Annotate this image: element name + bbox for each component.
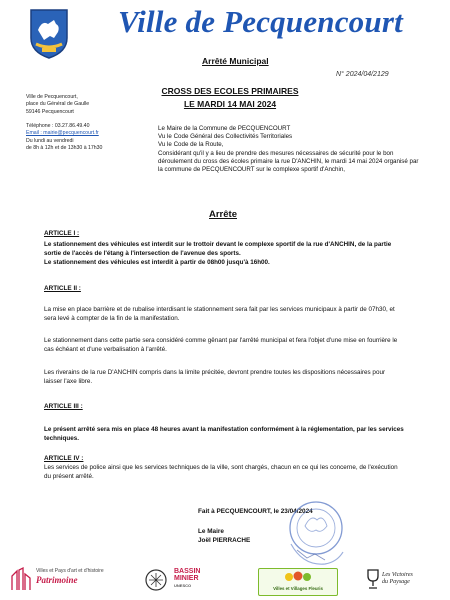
signature-date: Fait à PECQUENCOURT, le 23/04/2024	[198, 508, 313, 515]
article-4-text: Les services de police ainsi que les services techniques de la ville, sont chargés, chacun en ce qui les concerne, de l'exécution du présent arrêté.	[44, 464, 398, 480]
article-2-title: ARTICLE II :	[44, 285, 81, 292]
article-1-title: ARTICLE I :	[44, 230, 80, 237]
villes-fleuries-text: Villes et Villages Fleuris	[273, 586, 323, 591]
address-hours: Du lundi au vendredi	[26, 137, 74, 144]
trophy-icon	[366, 568, 380, 590]
town-crest-icon	[28, 8, 70, 60]
unesco-text: UNESCO	[174, 583, 192, 588]
victoires-text: Les Victoires	[382, 572, 413, 578]
footer-logo-villes-fleuries	[258, 568, 338, 596]
bassin-minier-icon	[144, 568, 168, 592]
subject	[150, 85, 310, 111]
signature-name: Joël PIERRACHE	[198, 537, 251, 544]
town-title: Ville de Pecquencourt	[118, 4, 403, 39]
address-email-link[interactable]: Email : mairie@pecquencourt.fr	[26, 130, 99, 137]
flower-icon	[281, 570, 315, 584]
article-2-paragraph: Le stationnement dans cette partie sera considéré comme gênant par l'arrêté municipal et fera l'objet d'une mise en fourrière le cas échéant et d'une verbalisation à l'arrêté.	[44, 337, 398, 353]
address-line: place du Général de Gaulle	[26, 101, 90, 108]
article-2-paragraph: Les riverains de la rue D'ANCHIN compris dans la limite précitée, devront prendre toutes les dispositions nécessaires pour laisser l'axe libre.	[44, 369, 386, 385]
patrimoine-icon	[8, 566, 34, 592]
subject-line-1: CROSS DES ECOLES PRIMAIRES	[161, 86, 299, 96]
arrete-number: N° 2024/04/2129	[336, 71, 389, 78]
arrete-title: Arrêté Municipal	[202, 56, 269, 66]
address-hours: de 8h à 12h et de 13h30 à 17h30	[26, 145, 103, 152]
bassin-text: BASSIN	[174, 568, 201, 575]
town-address	[26, 94, 126, 152]
consideration-line: Vu le Code Général des Collectivités Territoriales	[158, 133, 293, 141]
address-line: 59146 Pecquencourt	[26, 108, 74, 115]
consideration-line: Le Maire de la Commune de PECQUENCOURT	[158, 125, 291, 132]
paysage-text: du Paysage	[382, 579, 410, 585]
article-1-text-2: Le stationnement des véhicules est interdit à partir de 08h00 jusqu'à 16h00.	[44, 259, 270, 266]
article-1-text: Le stationnement des véhicules est interdit sur le trottoir devant le complexe sportif de la rue d'ANCHIN, de la partie sortie de l'accès de l'étang à l'intersection de l'avenue des sports.	[44, 241, 392, 257]
article-4-title: ARTICLE IV :	[44, 455, 84, 462]
address-spacer	[26, 116, 126, 123]
consideration-line: Considérant qu'il y a lieu de prendre des mesures nécessaires de sécurité pour le bon déroulement du cross des écoles primaire la rue D'ANCHIN, le mardi 14 mai 2024 organisé par la commune de PECQUENCOURT sur le complexe sportif d'Anchin,	[158, 149, 419, 174]
official-stamp-icon	[285, 496, 347, 570]
signature-role: Le Maire	[198, 528, 224, 535]
address-line: Ville de Pecquencourt,	[26, 94, 78, 100]
decree-heading: Arrête	[209, 209, 237, 220]
subject-line-2: LE MARDI 14 MAI 2024	[183, 99, 277, 109]
patrimoine-small-text: Villes et Pays d'art et d'histoire	[36, 568, 104, 574]
article-3-text: Le présent arrêté sera mis en place 48 heures avant la manifestation conformément à la réglementation, par les services techniques.	[44, 426, 404, 442]
consideration-line: Vu le Code de la Route,	[158, 141, 224, 149]
address-phone: Téléphone : 03.27.86.49.40	[26, 123, 90, 130]
article-2-paragraph: La mise en place barrière et de rubalise interdisant le stationnement sera fait par les services municipaux à partir de 07h30, et sera levé à compter de la fin de la manifestation.	[44, 306, 395, 322]
minier-text: MINIER	[174, 575, 199, 582]
article-3-title: ARTICLE III :	[44, 403, 83, 410]
considerations	[158, 125, 424, 174]
patrimoine-big-text: Patrimoine	[36, 575, 78, 585]
